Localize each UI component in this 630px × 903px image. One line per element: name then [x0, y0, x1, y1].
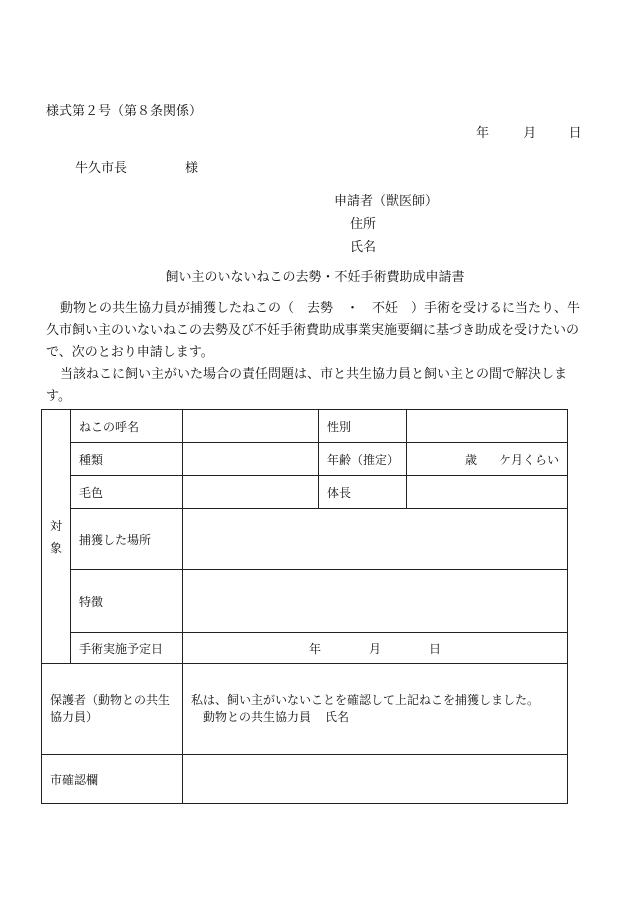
form-number: 様式第２号（第８条関係） [46, 104, 203, 119]
applicant-block [334, 190, 438, 259]
signature-name-label: 氏名 [325, 710, 350, 724]
features-field[interactable] [183, 570, 568, 633]
surgery-date-field[interactable] [183, 633, 568, 664]
target-label: 対象 [50, 518, 63, 555]
capture-location-field[interactable] [183, 509, 568, 570]
date-month-label: 月 [523, 126, 537, 141]
body-paragraph-1: 動物との共生協力員が捕獲したねこの（ 去勢 ・ 不妊 ）手術を受けるに当たり、牛久市飼い主のいないねこの去勢及び不妊手術費助成事業実施要綱に基づき助成を受けたいので、次のとおり申請します。 [46, 301, 581, 360]
guardian-declaration-cell[interactable] [183, 664, 568, 755]
body-paragraph-2: 当該ねこに飼い主がいた場合の責任問題は、市と共生協力員と飼い主との間で解決します。 [46, 367, 568, 404]
date-line [476, 122, 582, 141]
breed-label: 種類 [71, 443, 183, 476]
surgery-year-label: 年 [308, 641, 321, 656]
honorific: 様 [185, 161, 199, 176]
applicant-role: 申請者（獣医師） [334, 194, 439, 209]
call-name-label: ねこの呼名 [71, 410, 183, 443]
age-field[interactable] [407, 443, 568, 476]
addressee [75, 157, 198, 176]
guardian-declaration: 私は、飼い主がいないことを確認して上記ねこを捕獲しました。 [191, 693, 540, 707]
application-table [41, 409, 568, 804]
date-year-label: 年 [476, 126, 490, 141]
coat-color-label: 毛色 [71, 476, 183, 509]
features-label: 特徴 [71, 570, 183, 633]
surgery-month-label: 月 [368, 641, 381, 656]
age-label: 年齢（推定） [319, 443, 407, 476]
addressee-name: 牛久市長 [75, 161, 128, 176]
city-confirmation-field[interactable] [183, 755, 568, 804]
age-months-label: ケ月くらい [498, 452, 559, 467]
surgery-day-label: 日 [429, 641, 442, 656]
coat-color-field[interactable] [183, 476, 319, 509]
body-length-field[interactable] [407, 476, 568, 509]
document-title: 飼い主のいないねこの去勢・不妊手術費助成申請書 [165, 270, 465, 285]
sex-field[interactable] [407, 410, 568, 443]
applicant-address-label: 住所 [350, 217, 377, 232]
city-confirmation-label: 市確認欄 [42, 755, 183, 804]
call-name-field[interactable] [183, 410, 319, 443]
age-years-label: 歳 [464, 452, 477, 467]
breed-field[interactable] [183, 443, 319, 476]
guardian-label: 保護者（動物との共生協力員） [42, 664, 183, 755]
body-length-label: 体長 [319, 476, 407, 509]
surgery-date-label: 手術実施予定日 [71, 633, 183, 664]
target-label-cell [42, 410, 71, 664]
capture-location-label: 捕獲した場所 [71, 509, 183, 570]
date-day-label: 日 [568, 126, 582, 141]
applicant-name-label: 氏名 [350, 240, 377, 255]
sex-label: 性別 [319, 410, 407, 443]
guardian-signature [191, 710, 559, 725]
signature-role: 動物との共生協力員 [203, 710, 312, 724]
